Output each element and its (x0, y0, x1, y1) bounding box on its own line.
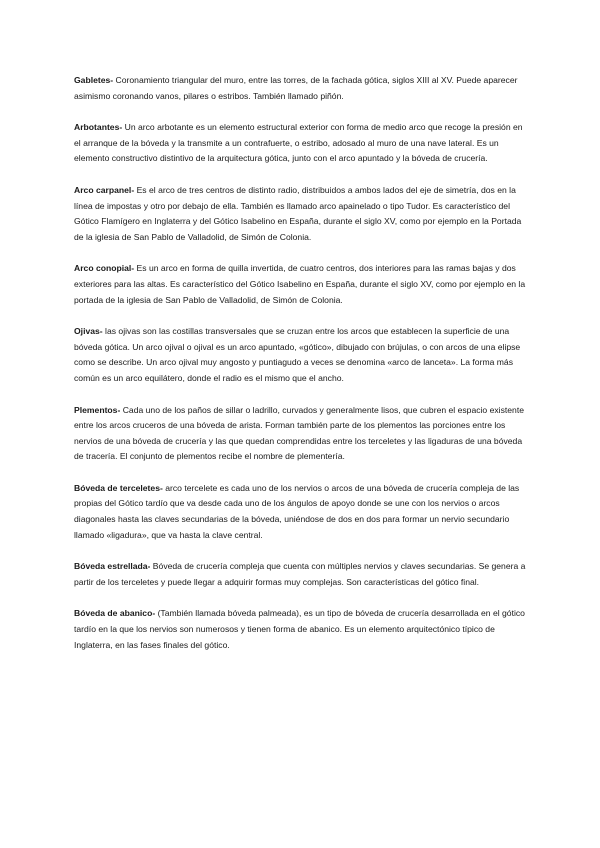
entry-text: Es un arco en forma de quilla invertida, de cuatro centros, dos interiores para las ramas bajas y dos exteriores para las altas. Es característico del Gótico Isabelino en España, durante el siglo XV, como por ejemplo en la portada de la iglesia de San Pablo de Valladolid, de Simón de Colonia. (74, 263, 526, 305)
entry-term: Arco carpanel- (74, 184, 135, 195)
entry-term: Bóveda estrellada- (74, 561, 151, 572)
entry-text: Es el arco de tres centros de distinto radio, distribuidos a ambos lados del eje de simetría, dos en la línea de impostas y otro por debajo de ella. También es llamado arco apainelado o tipo Tudor. Es característico del Gótico Flamígero en Inglaterra y del Gótico Isabelino en España, durante el siglo XV, como por ejemplo en la Portada de la iglesia de San Pablo de Valladolid, de Simón de Colonia. (74, 184, 522, 242)
entry-text: arco tercelete es cada uno de los nervios o arcos de una bóveda de crucería compleja de las propias del Gótico tardío que va desde cada uno de los ángulos de apoyo donde se une con los nervios o arcos diagonales hasta las claves secundarias de la bóveda, uniéndose de dos en dos para formar un nervio secundario llamado «ligadura», que va hasta la clave central. (74, 482, 520, 540)
glossary-entry-gabletes (74, 73, 526, 104)
entry-text: las ojivas son las costillas transversales que se cruzan entre los arcos que establecen la superficie de una bóveda gótica. Un arco ojival o ojival es un arco apuntado, «gótico», dibujado con brújulas, o con arcos de una elipse como se describe. Un arco ojival muy angosto y puntiagudo a veces se denomina «arco de lanceta». La forma más común es un arco equilátero, donde el radio es el mismo que el ancho. (74, 326, 521, 383)
glossary-entry-ojivas (74, 324, 526, 386)
glossary-entry-arbotantes (74, 120, 526, 167)
entry-term: Arbotantes- (74, 122, 123, 133)
glossary-entry-boveda-estrellada (74, 559, 526, 590)
entry-term: Arco conopial- (74, 263, 135, 274)
entry-term: Bóveda de abanico- (74, 608, 156, 619)
glossary-entry-arco-conopial (74, 261, 526, 308)
entry-term: Gabletes- (74, 75, 114, 85)
entry-text: Coronamiento triangular del muro, entre las torres, de la fachada gótica, siglos XIII al XV. Puede aparecer asimismo coronando vanos, pilares o estribos. También llamado piñón. (74, 75, 518, 101)
entry-text: (También llamada bóveda palmeada), es un tipo de bóveda de crucería desarrollada en el gótico tardío en la que los nervios son numerosos y tienen forma de abanico. Es un elemento arquitectónico típico de Inglaterra, en las fases finales del gótico. (74, 608, 525, 650)
glossary-entry-plementos (74, 403, 526, 465)
entry-term: Bóveda de terceletes- (74, 482, 163, 493)
entry-term: Plementos- (74, 404, 121, 415)
glossary-entry-boveda-terceletes (74, 481, 526, 543)
glossary-entry-arco-carpanel (74, 183, 526, 245)
document-page (74, 73, 526, 669)
entry-text: Bóveda de crucería compleja que cuenta con múltiples nervios y claves secundarias. Se genera a partir de los terceletes y puede llegar a adquirir formas muy complejas. Son características del gótico final. (74, 561, 526, 587)
entry-text: Cada uno de los paños de sillar o ladrillo, curvados y generalmente lisos, que cubren el espacio existente entre los arcos cruceros de una bóveda de arista. Forman también parte de los plementos las porciones entre los nervios de una bóveda de crucería y las que quedan comprendidas entre los terceletes y las ligaduras de una bóveda de tracería. El conjunto de plementos recibe el nombre de plementería. (74, 404, 524, 462)
glossary-entry-boveda-abanico (74, 606, 526, 653)
entry-text: Un arco arbotante es un elemento estructural exterior con forma de medio arco que recoge la presión en el arranque de la bóveda y la transmite a un contrafuerte, o estribo, adosado al muro de una nave lateral. Es un elemento constructivo distintivo de la arquitectura gótica, junto con el arco apuntado y la bóveda de crucería. (74, 122, 523, 164)
entry-term: Ojivas- (74, 326, 103, 337)
